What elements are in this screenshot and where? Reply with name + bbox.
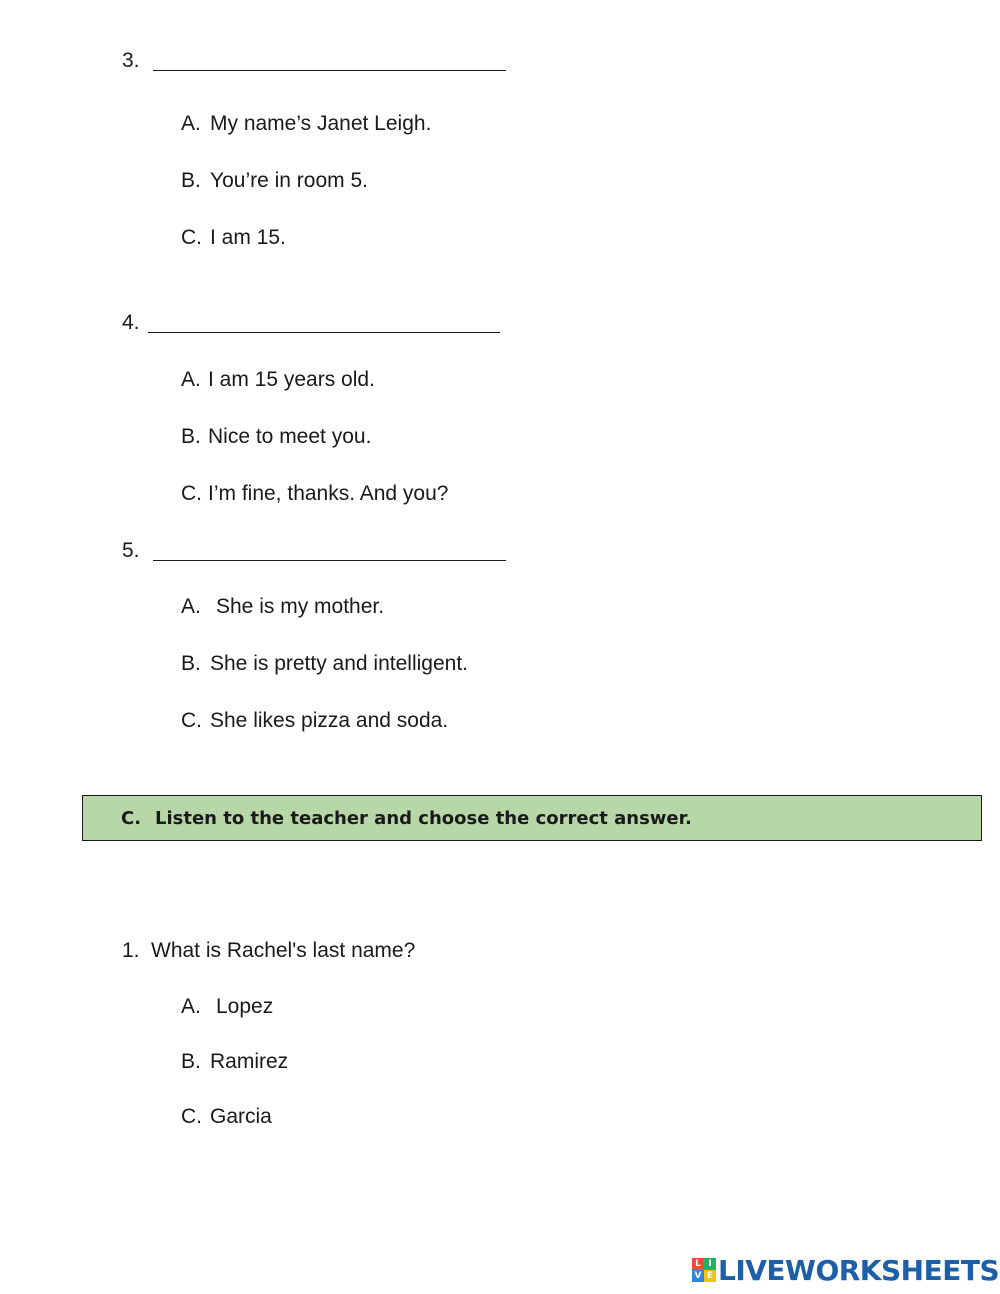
option-letter: C. bbox=[181, 226, 202, 249]
option-letter: B. bbox=[181, 652, 201, 675]
option-4b[interactable] bbox=[181, 424, 371, 450]
option-text: I am 15. bbox=[210, 226, 286, 249]
question-number: 4. bbox=[122, 311, 140, 334]
option-text: Ramirez bbox=[210, 1050, 289, 1073]
answer-blank-5[interactable] bbox=[153, 560, 506, 561]
option-5a[interactable] bbox=[181, 594, 384, 620]
option-letter: C. bbox=[181, 482, 202, 505]
option-letter: B. bbox=[181, 169, 201, 192]
option-5b[interactable] bbox=[181, 651, 468, 677]
option-3b[interactable] bbox=[181, 168, 368, 194]
section-label: C. bbox=[121, 808, 142, 829]
option-l1a[interactable] bbox=[181, 994, 273, 1020]
question-number: 1. bbox=[122, 939, 140, 962]
answer-blank-4[interactable] bbox=[148, 332, 500, 333]
option-letter: A. bbox=[181, 595, 201, 618]
option-text: She likes pizza and soda. bbox=[210, 709, 449, 732]
option-text: You’re in room 5. bbox=[210, 169, 368, 192]
option-text: Lopez bbox=[216, 995, 274, 1018]
option-text: She is pretty and intelligent. bbox=[210, 652, 468, 675]
option-letter: B. bbox=[181, 425, 201, 448]
section-c-banner bbox=[82, 795, 982, 841]
option-letter: A. bbox=[181, 368, 201, 391]
option-text: Garcia bbox=[210, 1105, 272, 1128]
option-text: Nice to meet you. bbox=[208, 425, 372, 448]
option-text: My name’s Janet Leigh. bbox=[210, 112, 432, 135]
question-text: What is Rachel's last name? bbox=[151, 939, 416, 962]
option-5c[interactable] bbox=[181, 708, 448, 734]
question-number: 3. bbox=[122, 49, 140, 72]
option-text: I am 15 years old. bbox=[208, 368, 375, 391]
listening-question bbox=[122, 938, 415, 964]
option-4a[interactable] bbox=[181, 367, 375, 393]
option-3c[interactable] bbox=[181, 225, 286, 251]
option-text: I’m fine, thanks. And you? bbox=[208, 482, 449, 505]
section-instruction: Listen to the teacher and choose the correct answer. bbox=[155, 808, 692, 829]
option-letter: A. bbox=[181, 995, 201, 1018]
option-letter: A. bbox=[181, 112, 201, 135]
logo-mark-icon: L I V E bbox=[692, 1258, 716, 1282]
question-number: 5. bbox=[122, 539, 140, 562]
option-letter: C. bbox=[181, 1105, 202, 1128]
option-4c[interactable] bbox=[181, 481, 448, 507]
option-letter: B. bbox=[181, 1050, 201, 1073]
option-3a[interactable] bbox=[181, 111, 431, 137]
brand-name: LIVEWORKSHEETS bbox=[718, 1253, 1000, 1287]
option-l1c[interactable] bbox=[181, 1104, 272, 1130]
option-text: She is my mother. bbox=[216, 595, 385, 618]
option-letter: C. bbox=[181, 709, 202, 732]
answer-blank-3[interactable] bbox=[153, 70, 506, 71]
liveworksheets-logo bbox=[692, 1252, 999, 1288]
option-l1b[interactable] bbox=[181, 1049, 288, 1075]
